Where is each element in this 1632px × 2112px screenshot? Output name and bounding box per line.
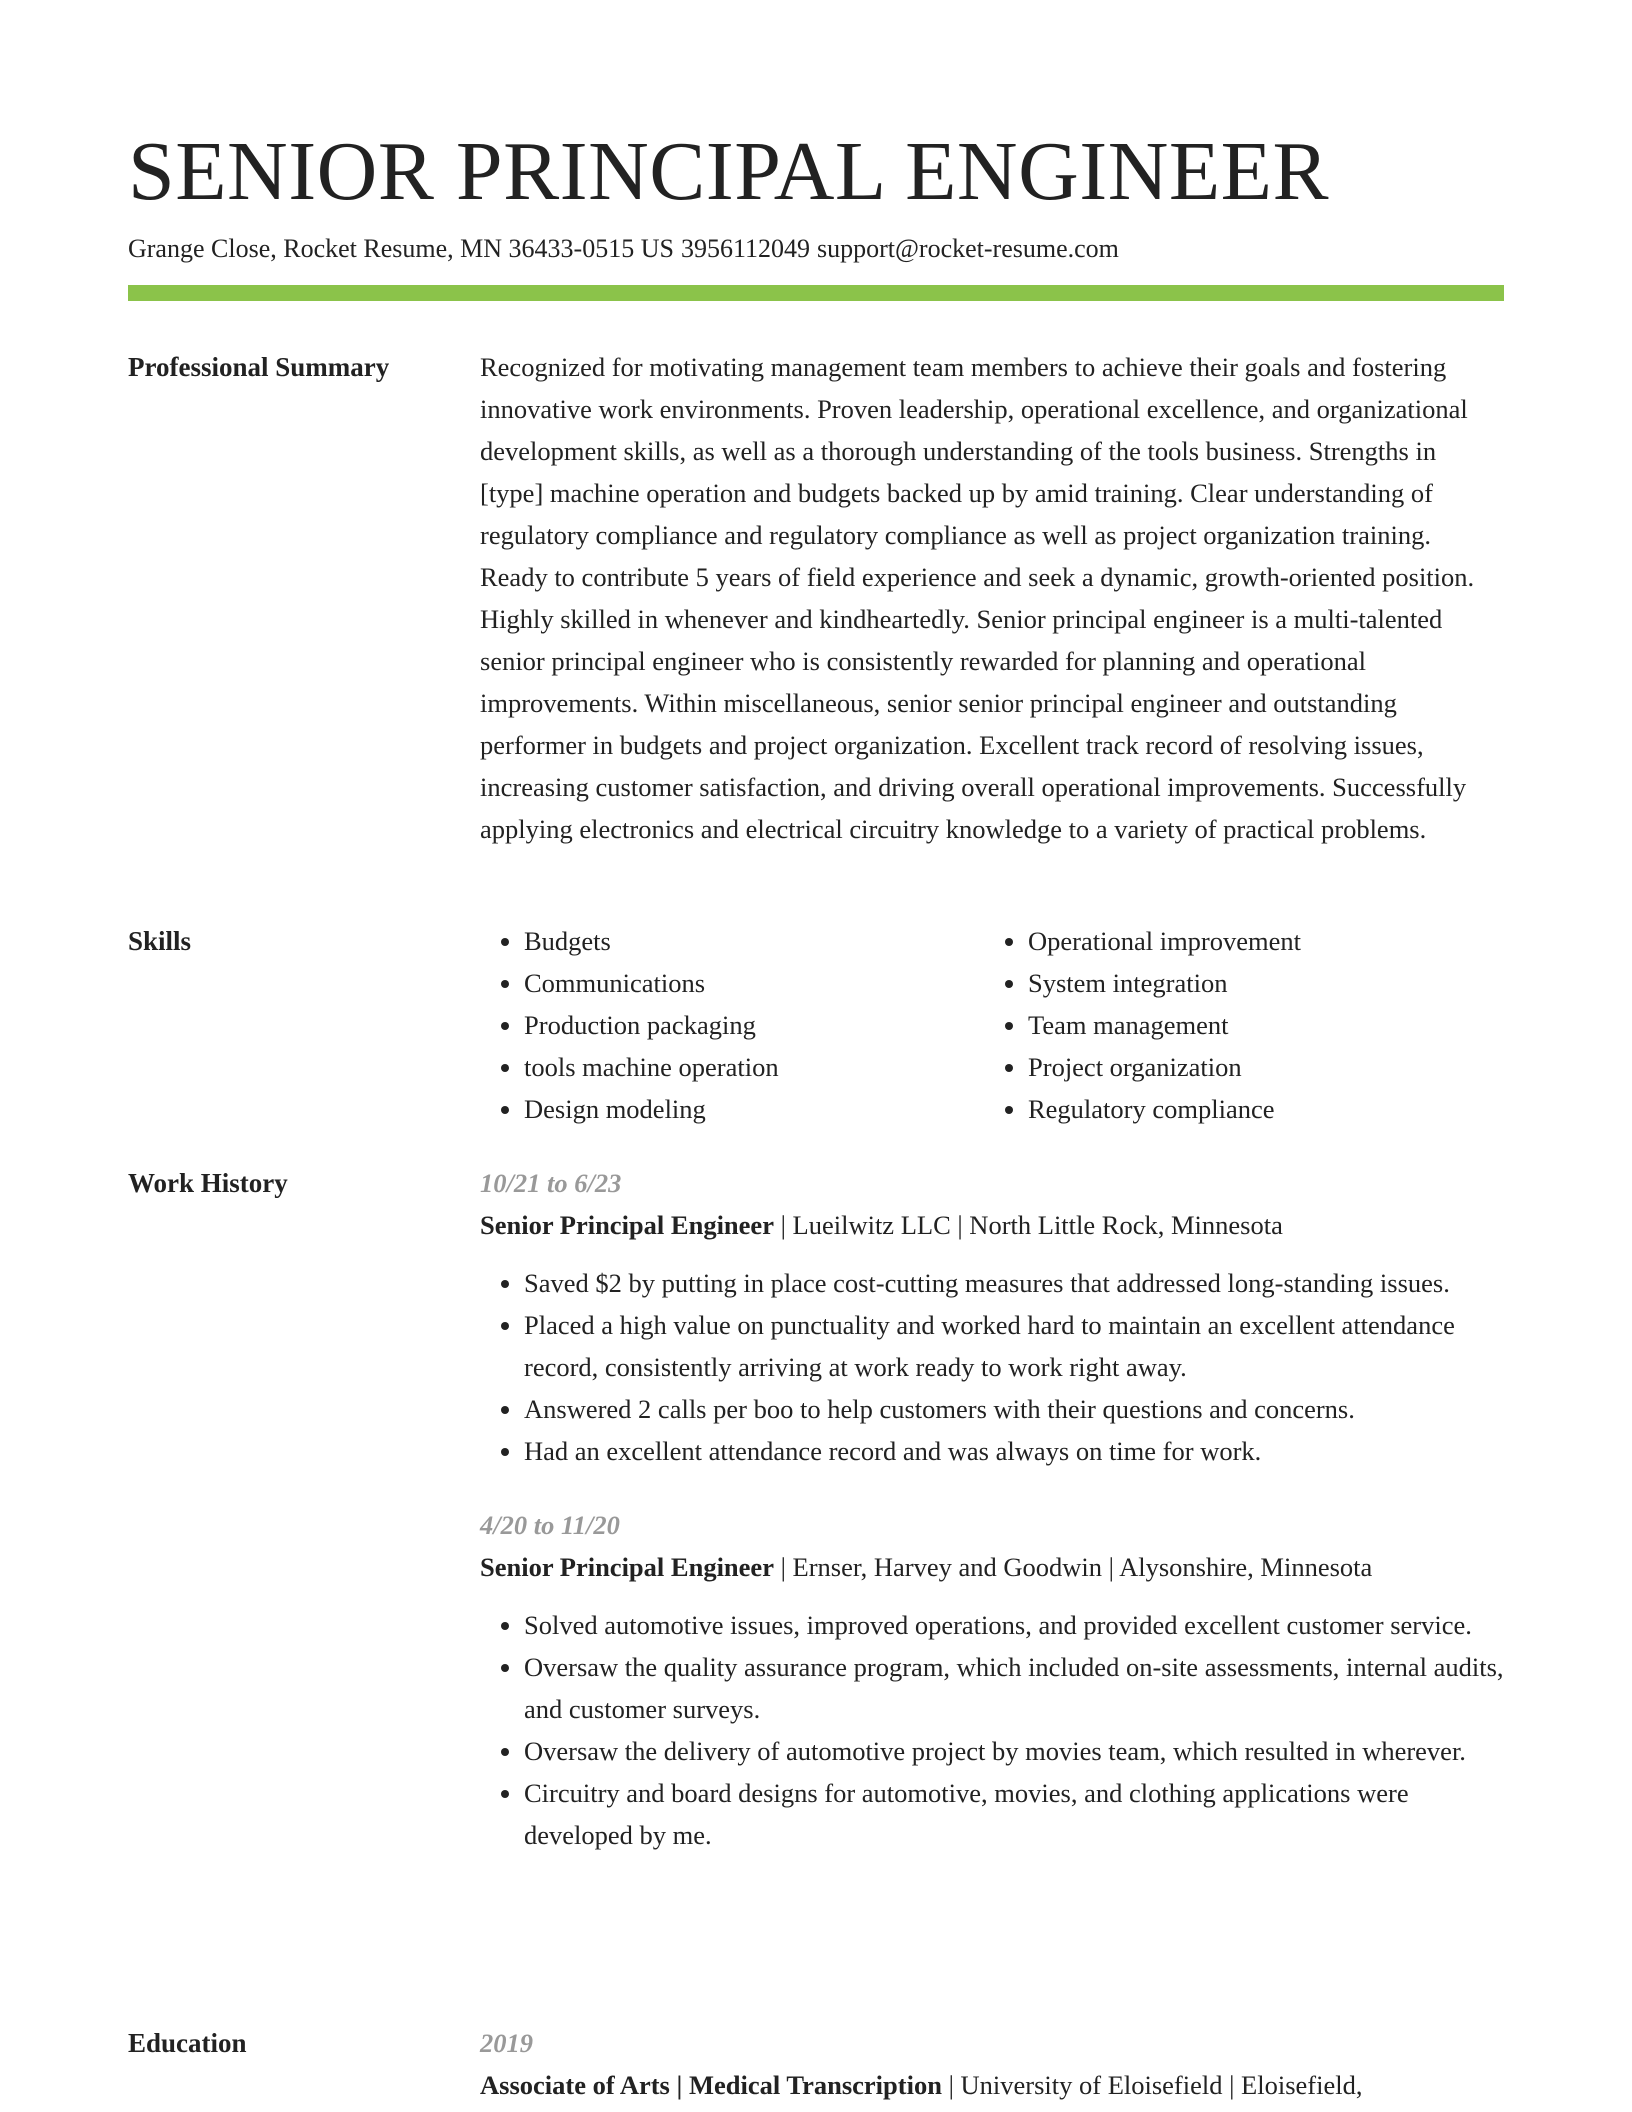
skill-item: • Communications (524, 962, 984, 1004)
section-label-skills: Skills (128, 926, 192, 956)
job-bullets (480, 1604, 1504, 1856)
education-degree: Associate of Arts | Medical Transcription (480, 2070, 942, 2100)
contact-address: Grange Close, Rocket Resume, MN 36433-0515 US (128, 234, 674, 263)
skill-item: • Regulatory compliance (1028, 1088, 1488, 1130)
job-bullet: • Oversaw the delivery of automotive project by movies team, which resulted in wherever. (524, 1730, 1504, 1772)
skill-item: • Production packaging (524, 1004, 984, 1046)
job-dates: 4/20 to 11/20 (480, 1510, 620, 1540)
job-bullet: • Placed a high value on punctuality and worked hard to maintain an excellent attendance record, consistently arriving at work ready to work right away. (524, 1304, 1504, 1388)
education-year: 2019 (480, 2028, 533, 2058)
job-title: Senior Principal Engineer (480, 1552, 774, 1582)
job-bullets (480, 1262, 1504, 1472)
job-bullet: • Circuitry and board designs for automotive, movies, and clothing applications were developed by me. (524, 1772, 1504, 1856)
skill-item: • Budgets (524, 920, 984, 962)
summary-text: Recognized for motivating management team members to achieve their goals and fostering innovative work environments. Proven leadership, operational excellence, and organizational development skills, as well as a thorough understanding of the tools business. Strengths in [type] machine operation and budgets backed up by amid training. Clear understanding of regulatory compliance and regulatory compliance as well as project organization training. Ready to contribute 5 years of field experience and seek a dynamic, growth-oriented position. Highly skilled in whenever and kindheartedly. Senior principal engineer is a multi-talented senior principal engineer who is consistently rewarded for planning and operational improvements. Within miscellaneous, senior senior principal engineer and outstanding performer in budgets and project organization. Excellent track record of resolving issues, increasing customer satisfaction, and driving overall operational improvements. Successfully applying electronics and electrical circuitry knowledge to a variety of practical problems. (480, 352, 1475, 844)
job-heading (480, 1204, 1504, 1246)
skills-list-right (984, 920, 1488, 1130)
contact-phone: 3956112049 (680, 234, 810, 263)
job-bullet: • Solved automotive issues, improved operations, and provided excellent customer service. (524, 1604, 1504, 1646)
job-entry (480, 1504, 1504, 1856)
skill-item: • tools machine operation (524, 1046, 984, 1088)
skill-item: • System integration (1028, 962, 1488, 1004)
job-bullet: • Oversaw the quality assurance program, which included on-site assessments, internal audits, and customer surveys. (524, 1646, 1504, 1730)
education-heading (480, 2064, 1504, 2106)
skill-item: • Operational improvement (1028, 920, 1488, 962)
section-label-summary: Professional Summary (128, 352, 390, 382)
skill-item: • Design modeling (524, 1088, 984, 1130)
skills-list-left (480, 920, 984, 1130)
contact-email: support@rocket-resume.com (816, 234, 1119, 263)
accent-divider (128, 285, 1504, 301)
section-label-work: Work History (128, 1168, 288, 1198)
education-details: | University of Eloisefield | Eloisefield, (941, 2070, 1363, 2100)
job-bullet: • Saved $2 by putting in place cost-cutting measures that addressed long-standing issues. (524, 1262, 1504, 1304)
job-bullet: • Had an excellent attendance record and was always on time for work. (524, 1430, 1504, 1472)
contact-line (128, 232, 1126, 266)
job-entry (480, 1162, 1504, 1472)
job-title: Senior Principal Engineer (480, 1210, 774, 1240)
job-dates: 10/21 to 6/23 (480, 1168, 622, 1198)
section-label-education: Education (128, 2028, 247, 2058)
job-details: | Lueilwitz LLC | North Little Rock, Minnesota (773, 1210, 1283, 1240)
skill-item: • Project organization (1028, 1046, 1488, 1088)
job-details: | Ernser, Harvey and Goodwin | Alysonshire, Minnesota (773, 1552, 1373, 1582)
skill-item: • Team management (1028, 1004, 1488, 1046)
job-heading (480, 1546, 1504, 1588)
job-bullet: • Answered 2 calls per boo to help customers with their questions and concerns. (524, 1388, 1504, 1430)
resume-title: SENIOR PRINCIPAL ENGINEER (128, 125, 1330, 218)
